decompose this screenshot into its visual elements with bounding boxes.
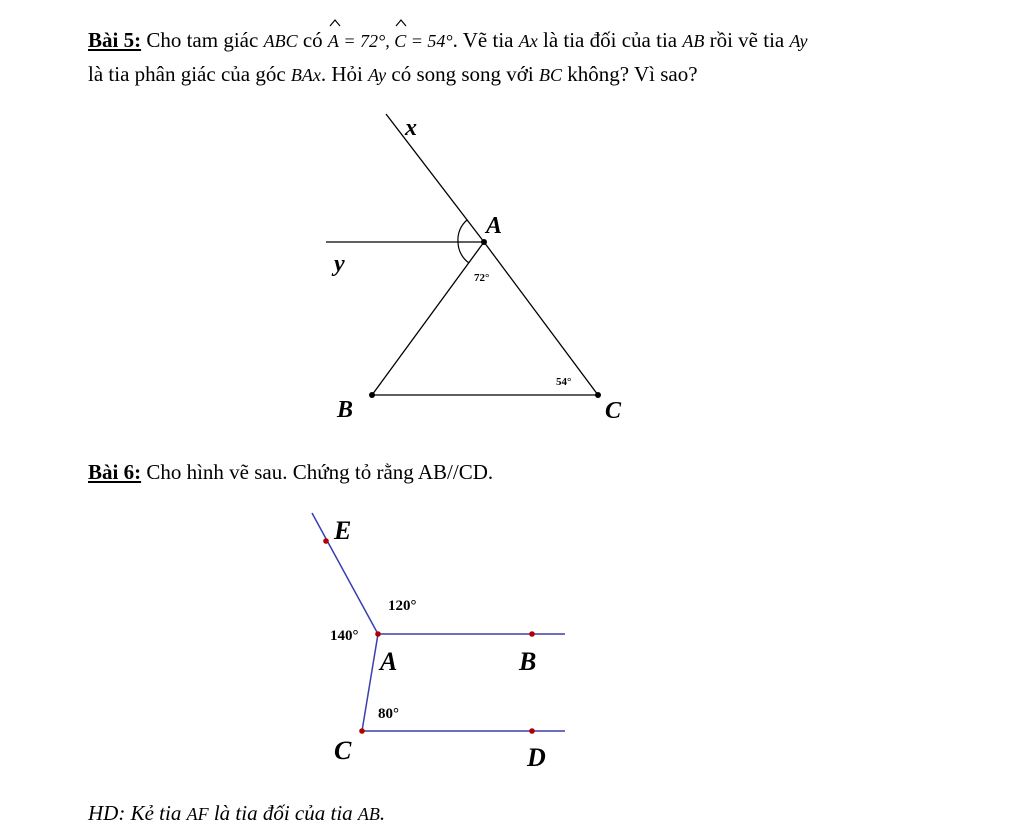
bai5-label: Bài 5:	[88, 28, 142, 52]
point-e	[323, 538, 329, 544]
math-ay: Ay	[789, 31, 808, 51]
segment-ac	[362, 634, 378, 731]
point-b2	[529, 631, 535, 637]
hint-line	[88, 796, 385, 831]
text: là tia phân giác của góc	[88, 62, 291, 86]
hint-text: HD: Kẻ tia	[88, 801, 187, 825]
text: . Vẽ tia	[452, 28, 519, 52]
label-angle-120: 120°	[388, 598, 417, 614]
text: không? Vì sao?	[562, 62, 698, 86]
label-e: E	[334, 516, 352, 545]
point-a2	[375, 631, 381, 637]
bai6-label: Bài 6:	[88, 460, 142, 484]
point-c2	[359, 728, 365, 734]
math-eq-c: = 54°	[406, 31, 453, 51]
point-d2	[529, 728, 535, 734]
math-ab: AB	[682, 31, 705, 51]
text: . Hỏi	[320, 62, 369, 86]
hint-text: là tia đối của tia	[208, 801, 358, 825]
label-c2: C	[334, 736, 352, 765]
label-y: y	[334, 251, 345, 277]
text: rồi vẽ tia	[704, 28, 790, 52]
label-angle-80: 80°	[378, 706, 399, 722]
label-d2: D	[527, 743, 546, 772]
label-angle-140: 140°	[330, 628, 359, 644]
text: có	[297, 28, 328, 52]
label-b2: B	[519, 647, 537, 676]
label-b: B	[337, 397, 354, 423]
text: Cho tam giác	[141, 28, 264, 52]
math-eq-a: = 72°	[338, 31, 386, 51]
bai6-text: Cho hình vẽ sau. Chứng tỏ rằng AB//CD.	[141, 460, 494, 484]
label-angle-54: 54°	[556, 376, 572, 388]
label-a: A	[486, 213, 503, 239]
math-bc: BC	[539, 65, 563, 85]
label-a2: A	[380, 647, 398, 676]
label-angle-72: 72°	[474, 272, 490, 284]
math-comma: ,	[385, 31, 395, 51]
math-ax: Ax	[518, 31, 538, 51]
label-x: x	[405, 115, 417, 141]
math-bax: BAx	[290, 65, 321, 85]
hint-text: .	[379, 801, 386, 825]
math-abc: ABC	[263, 31, 298, 51]
text: là tia đối của tia	[537, 28, 683, 52]
math-ab: AB	[357, 804, 380, 824]
math-angle-c: C	[394, 31, 407, 51]
label-c: C	[605, 398, 622, 424]
math-af: AF	[186, 804, 209, 824]
math-angle-a: A	[327, 31, 339, 51]
text: có song song với	[386, 62, 539, 86]
math-ay: Ay	[368, 65, 387, 85]
